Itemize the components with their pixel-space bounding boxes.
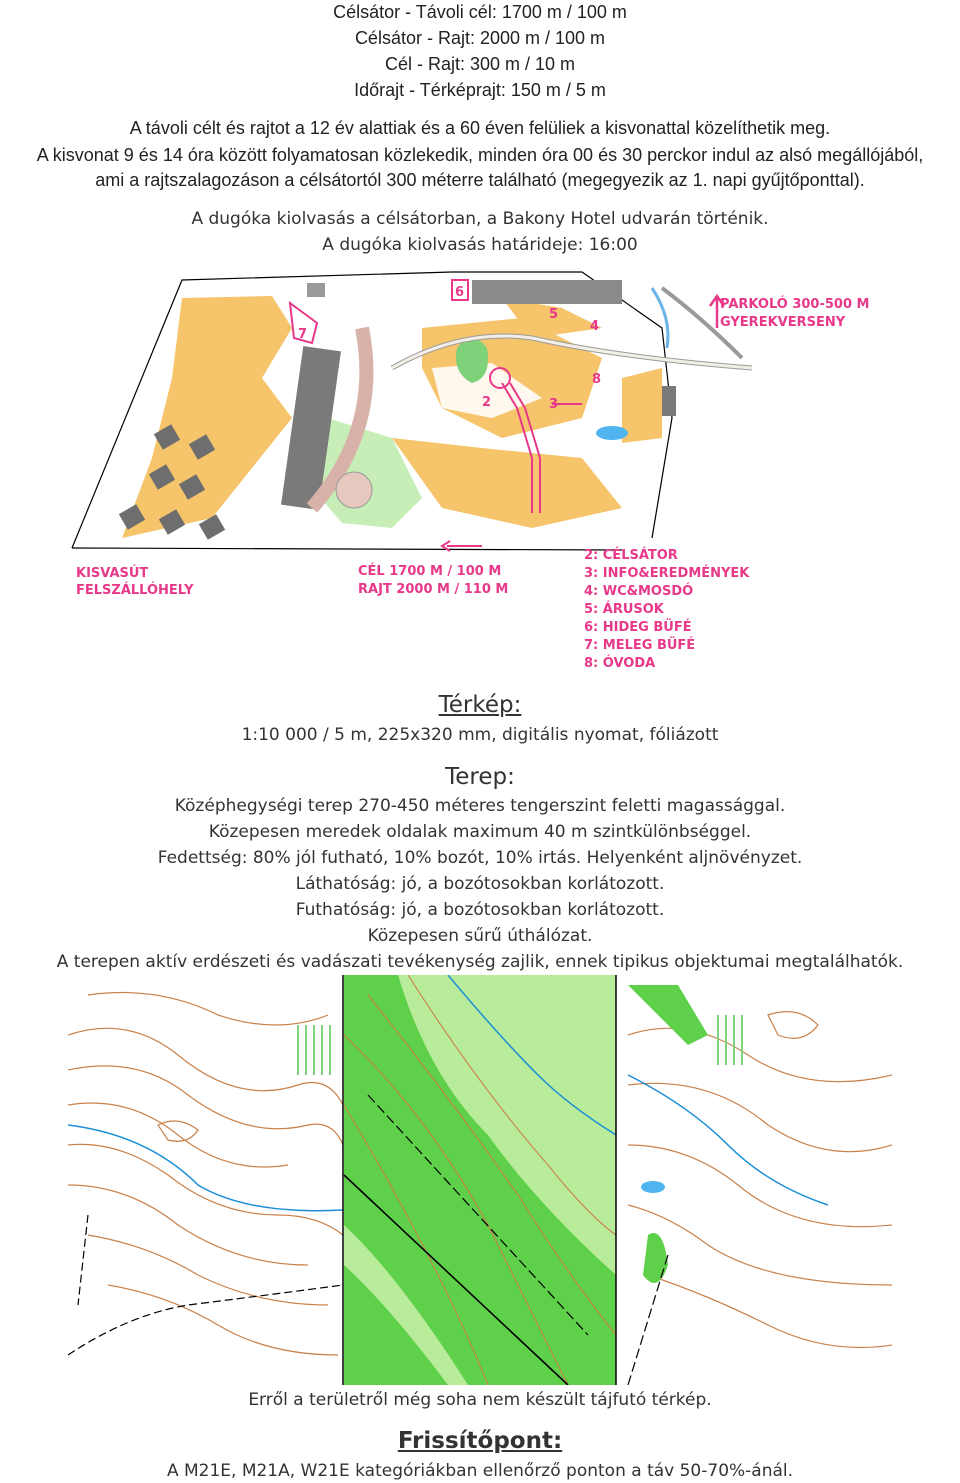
terrain-line: Fedettség: 80% jól futható, 10% bozót, 10% irtás. Helyenként aljnövényzet. bbox=[157, 848, 803, 868]
distance-line-4: Időrajt - Térképrajt: 150 m / 5 m bbox=[354, 80, 606, 100]
station-label-1: KISVASÚT bbox=[76, 566, 149, 581]
readout-location: A dugóka kiolvasás a célsátorban, a Bakony Hotel udvarán történik. bbox=[191, 209, 769, 229]
legend-item: 8: ÓVODA bbox=[584, 656, 656, 671]
point-5: 5 bbox=[549, 307, 559, 322]
legend-item: 5: ÁRUSOK bbox=[584, 602, 664, 617]
terrain-section-title: Terep: bbox=[445, 764, 515, 790]
terrain-line: Középhegységi terep 270-450 méteres tengerszint feletti magassággal. bbox=[174, 796, 786, 816]
event-centre-map bbox=[62, 268, 902, 688]
point-7: 7 bbox=[298, 327, 308, 342]
distance-line-3: Cél - Rajt: 300 m / 10 m bbox=[384, 54, 576, 74]
legend-item: 7: MELEG BÜFÉ bbox=[584, 638, 696, 653]
terrain-line: Láthatóság: jó, a bozótosokban korlátozott. bbox=[295, 874, 665, 894]
terrain-line: Közepesen meredek oldalak maximum 40 m szintkülönbséggel. bbox=[208, 822, 752, 842]
legend-item: 3: INFO&EREDMÉNYEK bbox=[584, 566, 750, 581]
readout-deadline: A dugóka kiolvasás határideje: 16:00 bbox=[322, 235, 638, 255]
map-section-title: Térkép: bbox=[438, 692, 522, 718]
point-3: 3 bbox=[549, 397, 559, 412]
kids-race-label: GYEREKVERSENY bbox=[720, 315, 846, 330]
train-info-line-1: A távoli célt és rajtot a 12 év alattiak és a 60 éven felüliek a kisvonattal közelíthetik meg. bbox=[129, 118, 831, 138]
point-8: 8 bbox=[592, 372, 602, 387]
terrain-line: Futhatóság: jó, a bozótosokban korlátozott. bbox=[295, 900, 665, 920]
point-2: 2 bbox=[482, 395, 492, 410]
no-previous-map-note: Erről a területről még soha nem készült tájfutó térkép. bbox=[248, 1390, 712, 1410]
start-distance-label: RAJT 2000 M / 110 M bbox=[358, 582, 509, 597]
legend-item: 4: WC&MOSDÓ bbox=[584, 584, 694, 599]
terrain-line: Közepesen sűrű úthálózat. bbox=[367, 926, 593, 946]
finish-distance-label: CÉL 1700 M / 100 M bbox=[358, 564, 502, 579]
distance-line-2: Célsátor - Rajt: 2000 m / 100 m bbox=[354, 28, 606, 48]
train-info-line-3: ami a rajtszalagozáson a célsátortól 300 méterre található (megegyezik az 1. napi gyűjtőponttal). bbox=[95, 170, 865, 190]
parking-label: PARKOLÓ 300-500 M bbox=[720, 297, 870, 312]
terrain-sample-maps bbox=[68, 975, 892, 1385]
point-4: 4 bbox=[590, 319, 600, 334]
legend-item: 6: HIDEG BÜFÉ bbox=[584, 620, 692, 635]
terrain-line: A terepen aktív erdészeti és vadászati tevékenység zajlik, ennek tipikus objektumai megtalálhatók. bbox=[56, 952, 904, 972]
map-legend bbox=[584, 547, 750, 671]
point-6: 6 bbox=[455, 285, 465, 300]
train-info-line-2: A kisvonat 9 és 14 óra között folyamatosan közlekedik, minden óra 00 és 30 perckor indul az alsó megállójából, bbox=[36, 145, 924, 165]
refresh-section-title: Frissítőpont: bbox=[397, 1428, 563, 1454]
map-spec: 1:10 000 / 5 m, 225x320 mm, digitális nyomat, fóliázott bbox=[241, 725, 719, 745]
refresh-text: A M21E, M21A, W21E kategóriákban ellenőrző ponton a táv 50-70%-ánál. bbox=[166, 1461, 794, 1481]
station-label-2: FELSZÁLLÓHELY bbox=[76, 583, 194, 598]
distance-line-1: Célsátor - Távoli cél: 1700 m / 100 m bbox=[333, 2, 627, 22]
legend-item: 2: CÉLSÁTOR bbox=[584, 548, 678, 563]
